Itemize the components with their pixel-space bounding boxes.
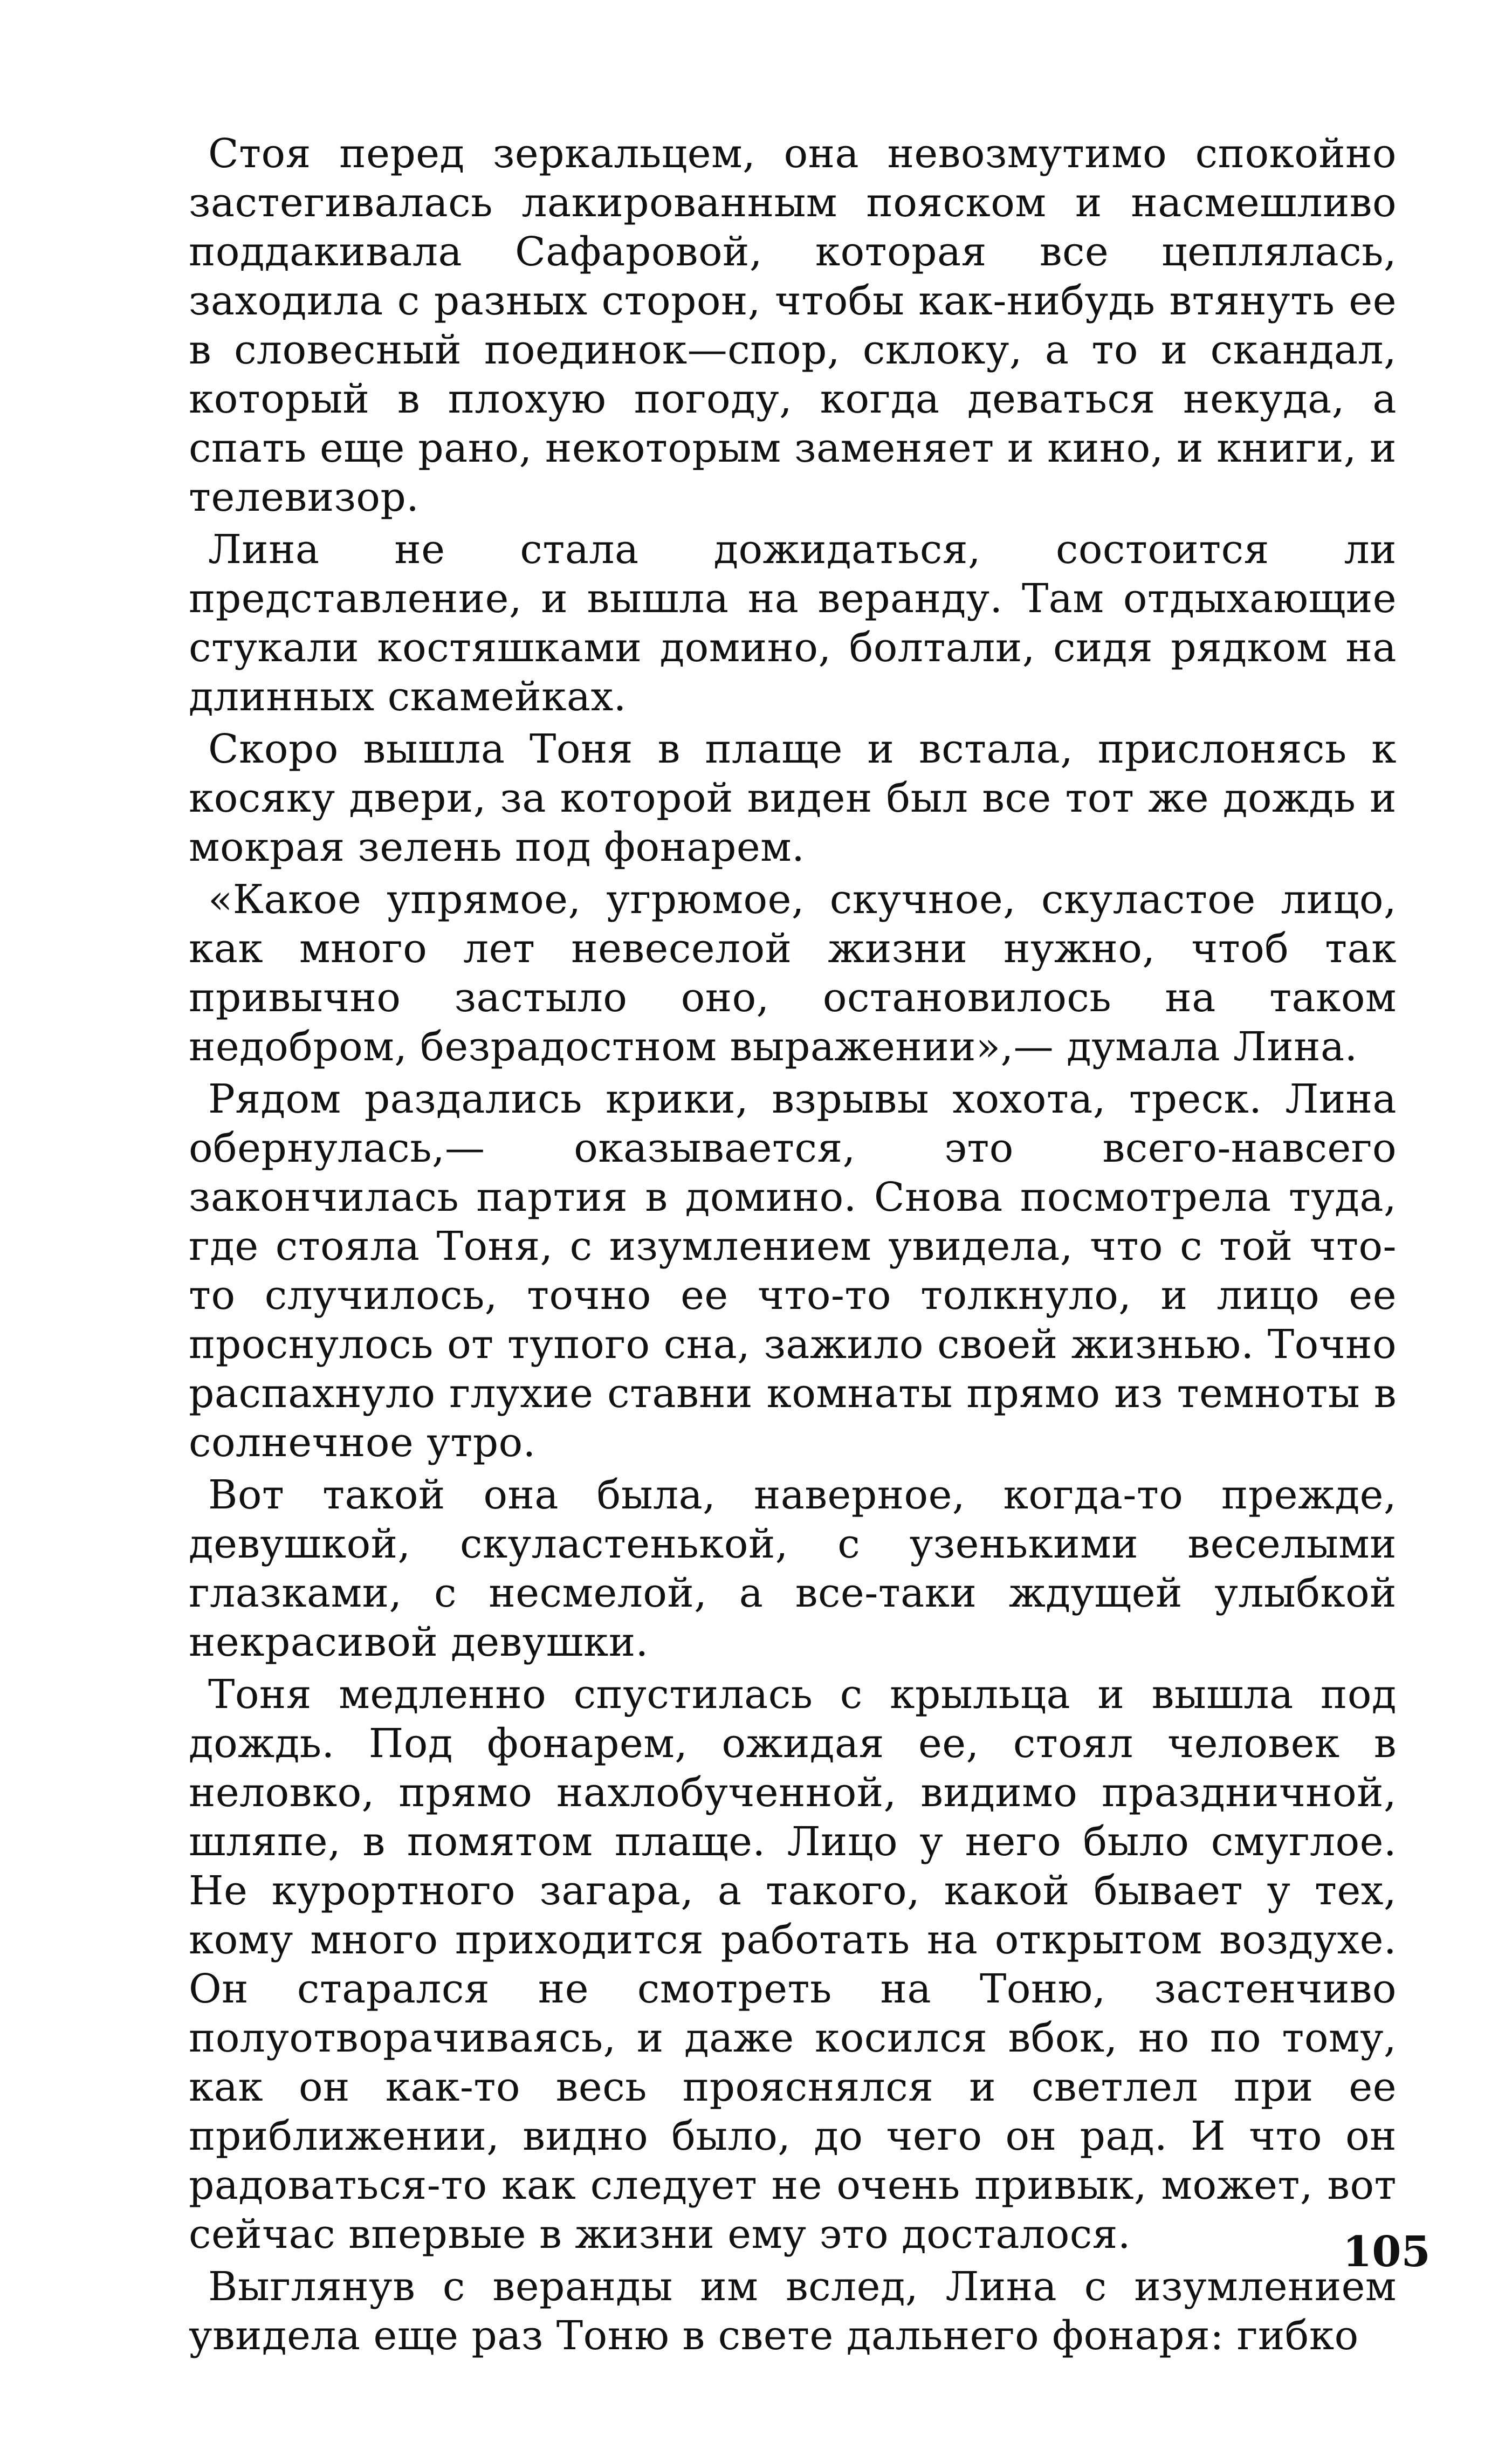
paragraph-1: Стоя перед зеркальцем, она невозмутимо спокойно застегивалась лакированным пояском и насмешливо поддакивала Сафаровой, которая все цеплялась, заходила с разных сторон, чтобы как-нибудь втянуть ее в словесный поединок—спор, склоку, а то и скандал, который в плохую погоду, когда деваться некуда, а спать еще рано, некоторым заменяет и кино, и книги, и телевизор. — [189, 131, 1397, 520]
paragraph-3: Скоро вышла Тоня в плаще и встала, прислонясь к косяку двери, за которой виден был все тот же дождь и мокрая зелень под фонарем. — [189, 726, 1397, 870]
body-text — [189, 129, 1397, 2364]
paragraph-8: Выглянув с веранды им вслед, Лина с изумлением увидела еще раз Тоню в свете дальнего фонаря: гибко — [189, 2263, 1397, 2359]
page-number: 105 — [1343, 2227, 1431, 2276]
paragraph-6: Вот такой она была, наверное, когда-то прежде, девушкой, скуластенькой, с узенькими веселыми глазками, с несмелой, а все-таки ждущей улыбкой некрасивой девушки. — [189, 1472, 1397, 1665]
paragraph-5: Рядом раздались крики, взрывы хохота, треск. Лина обернулась,— оказывается, это всего-навсего закончилась партия в домино. Снова посмотрела туда, где стояла Тоня, с изумлением увидела, что с той что-то случилось, точно ее что-то толкнуло, и лицо ее проснулось от тупого сна, зажило своей жизнью. Точно распахнуло глухие ставни комнаты прямо из темноты в солнечное утро. — [189, 1076, 1397, 1466]
paragraph-7: Тоня медленно спустилась с крыльца и вышла под дождь. Под фонарем, ожидая ее, стоял человек в неловко, прямо нахлобученной, видимо праздничной, шляпе, в помятом плаще. Лицо у него было смуглое. Не курортного загара, а такого, какой бывает у тех, кому много приходится работать на открытом воздухе. Он старался не смотреть на Тоню, застенчиво полуотворачиваясь, и даже косился вбок, но по тому, как он как-то весь прояснялся и светлел при ее приближении, видно было, до чего он рад. И что он радоваться-то как следует не очень привык, может, вот сейчас впервые в жизни ему это досталося. — [189, 1671, 1397, 2258]
paragraph-4: «Какое упрямое, угрюмое, скучное, скуластое лицо, как много лет невеселой жизни нужно, чтоб так привычно застыло оно, остановилось на таком недобром, безрадостном выражении»,— думала Лина. — [189, 876, 1397, 1070]
paragraph-2: Лина не стала дожидаться, состоится ли представление, и вышла на веранду. Там отдыхающие стукали костяшками домино, болтали, сидя рядком на длинных скамейках. — [189, 526, 1397, 720]
